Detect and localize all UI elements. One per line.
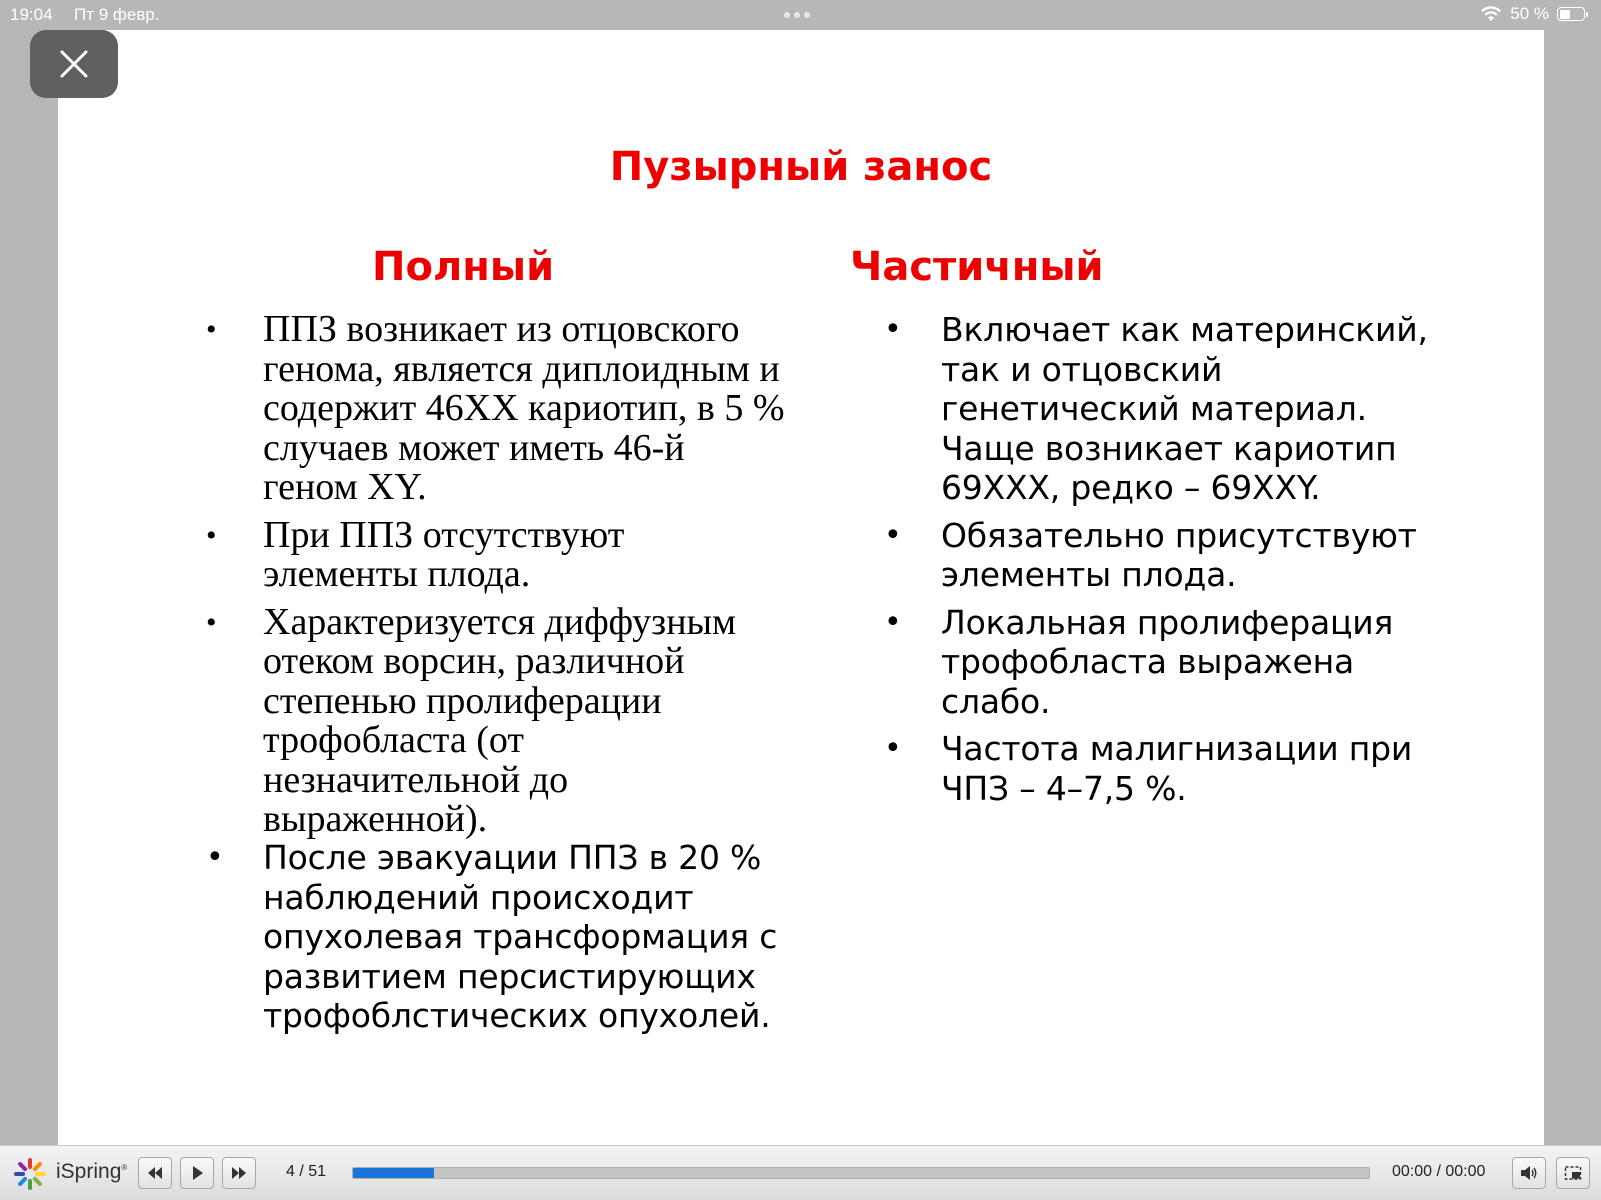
play-icon <box>188 1165 206 1181</box>
volume-button[interactable] <box>1512 1157 1546 1189</box>
heading-partial: Частичный <box>850 244 1104 290</box>
list-item-text: ППЗ возникает из отцовского генома, является диплоидным и содержит 46XX кариотип, в 5 % случаев может иметь 46-й геном XY. <box>263 308 785 508</box>
bullet-dot: • <box>206 840 224 875</box>
list-item-text: Обязательно присутствуют элементы плода. <box>941 515 1417 594</box>
ispring-logo-text: iSpring® <box>56 1160 128 1183</box>
list-item-text: Частота малигнизации при ЧПЗ – 4–7,5 %. <box>941 729 1413 808</box>
complete-mole-list <box>148 310 788 848</box>
list-item-text: Локальная пролиферация трофобласта выражена слабо. <box>941 602 1394 721</box>
next-slide-button[interactable] <box>222 1157 256 1189</box>
slide-counter: 4 / 51 <box>286 1163 327 1180</box>
heading-complete: Полный <box>372 244 555 290</box>
status-right <box>1480 4 1585 24</box>
status-time: 19:04 <box>10 5 53 24</box>
play-button[interactable] <box>180 1157 214 1189</box>
list-item-text: Характеризуется диффузным отеком ворсин, различной степенью пролиферации трофобласта (от незначительной до выраженной). <box>263 600 737 840</box>
status-bar <box>0 0 1601 30</box>
time-readout: 00:00 / 00:00 <box>1392 1163 1486 1180</box>
partial-mole-list <box>826 310 1466 816</box>
fast-forward-icon <box>230 1165 248 1181</box>
slide-canvas <box>58 30 1544 1145</box>
list-item <box>826 310 1466 508</box>
list-item-text: При ППЗ отсутствуют элементы плода. <box>263 513 625 595</box>
status-date: Пт 9 февр. <box>74 5 160 24</box>
close-icon <box>58 48 90 80</box>
progress-bar[interactable] <box>352 1167 1370 1179</box>
bullet-dot: • <box>206 518 217 552</box>
complete-mole-list-continued <box>148 838 788 1044</box>
fullscreen-icon <box>1564 1165 1582 1181</box>
list-item-text: Включает как материнский, так и отцовский генетический материал. Чаще возникает кариотип 69XXX, редко – 69XXY. <box>941 310 1428 507</box>
list-item <box>148 310 788 508</box>
close-button[interactable] <box>30 30 118 98</box>
bullet-dot: • <box>884 312 902 347</box>
list-item <box>826 516 1466 595</box>
previous-slide-button[interactable] <box>138 1157 172 1189</box>
bullet-dot: • <box>206 605 217 639</box>
list-item <box>148 838 788 1036</box>
slide-title: Пузырный занос <box>609 144 993 190</box>
battery-icon <box>1557 7 1585 21</box>
list-item <box>148 600 788 840</box>
progress-fill <box>353 1168 434 1178</box>
rewind-icon <box>146 1165 164 1181</box>
bullet-dot: • <box>206 313 217 346</box>
list-item-text: После эвакуации ППЗ в 20 % наблюдений происходит опухолевая трансформация с развитием персистирующих трофоблстических опухолей. <box>263 838 778 1035</box>
player-bar <box>0 1145 1601 1200</box>
speaker-icon <box>1520 1165 1538 1181</box>
list-item <box>826 729 1466 808</box>
list-item <box>826 603 1466 722</box>
fullscreen-button[interactable] <box>1556 1157 1590 1189</box>
multitasking-dots-icon[interactable] <box>784 12 810 18</box>
list-item <box>148 513 788 595</box>
bullet-dot: • <box>884 731 902 766</box>
bullet-dot: • <box>884 604 902 640</box>
bullet-dot: • <box>884 517 902 553</box>
battery-percent: 50 % <box>1510 4 1549 23</box>
ispring-logo-icon <box>12 1156 48 1192</box>
wifi-icon <box>1480 6 1502 22</box>
